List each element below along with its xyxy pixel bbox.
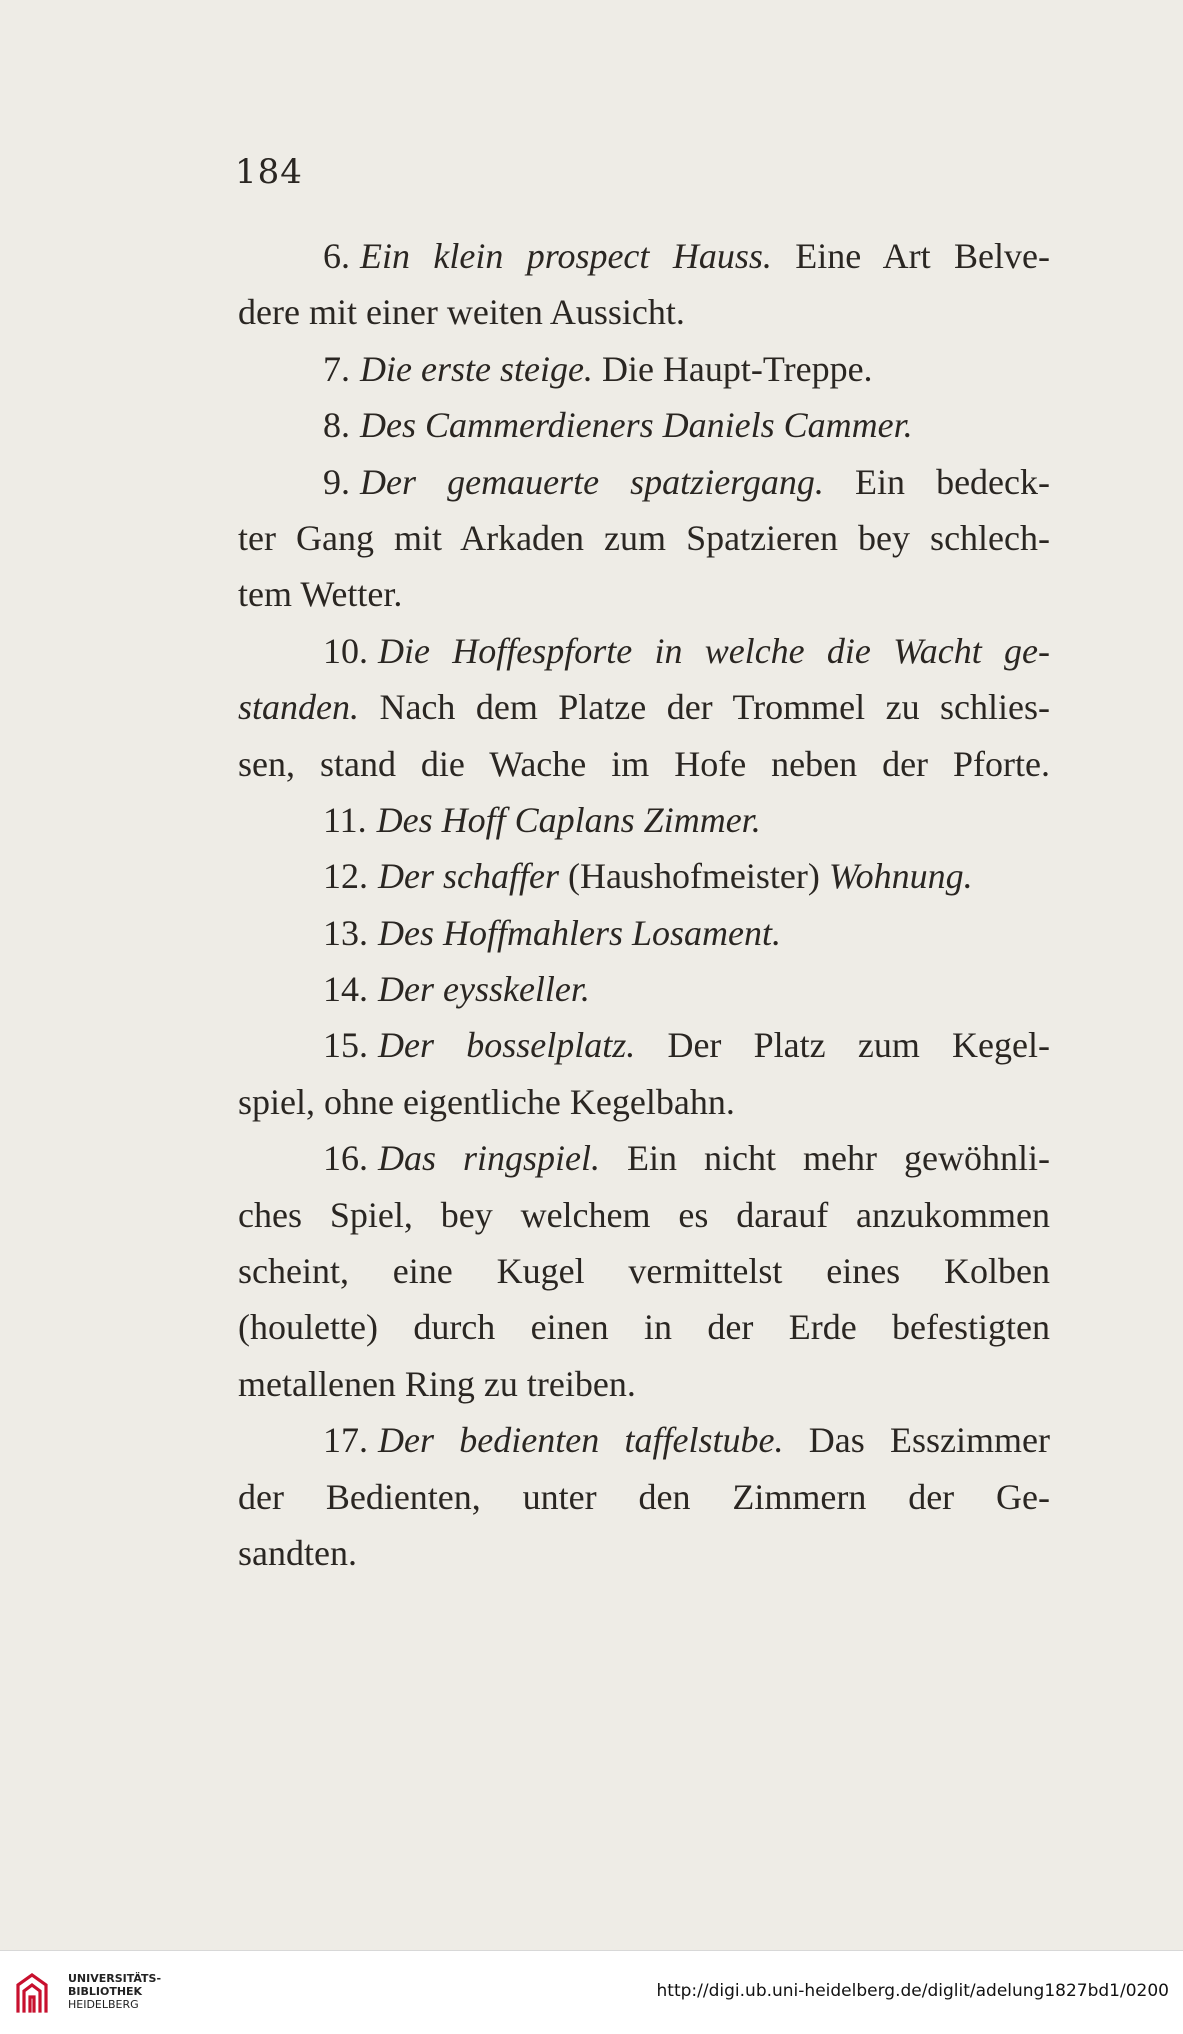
italic-term: standen.	[238, 687, 359, 728]
text-line	[238, 284, 1050, 340]
text-line	[238, 1412, 1050, 1468]
italic-term: Der bosselplatz.	[378, 1025, 636, 1066]
text-line	[238, 1243, 1050, 1299]
library-line: HEIDELBERG	[68, 1998, 139, 2011]
text-line	[238, 623, 1050, 679]
italic-term: Des Hoff Caplans Zimmer.	[376, 799, 761, 840]
text-line	[238, 1299, 1050, 1355]
text-line	[238, 1187, 1050, 1243]
source-url[interactable]: http://digi.ub.uni-heidelberg.de/diglit/adelung1827bd1/0200	[656, 1981, 1169, 2001]
italic-term: Das ringspiel.	[378, 1138, 601, 1179]
viewer-footer	[0, 1950, 1183, 2034]
text-line	[238, 510, 1050, 566]
text-line	[238, 566, 1050, 622]
text-run: Ein bedeck-	[823, 461, 1050, 502]
entry-number: 6.	[323, 236, 350, 276]
entry-number: 15.	[323, 1025, 368, 1066]
italic-term: Die Hoffespforte in welche die Wacht ge-	[378, 630, 1050, 671]
text-line	[238, 1074, 1050, 1130]
text-run: Die Haupt-Treppe.	[592, 348, 873, 389]
text-run: ter Gang mit Arkaden zum Spatzieren bey schlech-	[238, 517, 1050, 558]
text-run: (Haushofmeister)	[558, 856, 829, 897]
text-run: Der Platz zum Kegel-	[635, 1025, 1051, 1066]
text-line	[238, 1356, 1050, 1412]
text-line	[238, 792, 1050, 848]
italic-term: Des Cammerdieners Daniels Cammer.	[360, 405, 913, 446]
text-run: der Bedienten, unter den Zimmern der Ge-	[238, 1476, 1050, 1517]
text-run: (houlette) durch einen in der Erde befestigten	[238, 1307, 1050, 1348]
entry-number: 10.	[323, 630, 368, 671]
text-line	[238, 905, 1050, 961]
text-line	[238, 848, 1050, 904]
text-run: metallenen Ring zu treiben.	[238, 1363, 636, 1404]
entry-number: 9.	[323, 461, 350, 502]
italic-term: Ein klein prospect Hauss.	[360, 236, 772, 276]
italic-term: Der eysskeller.	[378, 969, 590, 1010]
entry-number: 16.	[323, 1138, 368, 1179]
text-run: Eine Art Belve-	[771, 236, 1050, 276]
italic-term: Der bedienten taffelstube.	[378, 1420, 784, 1461]
text-run: spiel, ohne eigentliche Kegelbahn.	[238, 1081, 735, 1122]
text-run: Ein nicht mehr gewöhnli-	[600, 1138, 1050, 1179]
text-run: ches Spiel, bey welchem es darauf anzukommen	[238, 1194, 1050, 1235]
text-run: sandten.	[238, 1532, 357, 1573]
text-run: Nach dem Platze der Trommel zu schlies-	[359, 687, 1050, 728]
text-line	[238, 1525, 1050, 1581]
italic-term: Der gemauerte spatziergang.	[360, 461, 824, 502]
text-line	[238, 736, 1050, 792]
text-run: dere mit einer weiten Aussicht.	[238, 292, 685, 333]
text-line	[238, 1017, 1050, 1073]
text-line	[238, 397, 1050, 453]
text-line	[238, 228, 1050, 284]
text-line	[238, 454, 1050, 510]
entry-number: 8.	[323, 405, 350, 446]
text-line	[238, 679, 1050, 735]
text-run: Das Esszimmer	[783, 1420, 1051, 1461]
entry-number: 11.	[323, 799, 367, 840]
page-text	[238, 228, 1050, 1581]
library-name	[68, 1972, 161, 2011]
text-run: scheint, eine Kugel vermittelst eines Kolben	[238, 1251, 1050, 1292]
entry-number: 14.	[323, 969, 368, 1010]
text-line	[238, 341, 1050, 397]
text-line	[238, 1130, 1050, 1186]
entry-number: 13.	[323, 912, 368, 953]
entry-number: 17.	[323, 1420, 368, 1461]
text-run: tem Wetter.	[238, 574, 403, 615]
entry-number: 7.	[323, 348, 350, 389]
italic-term: Die erste steige.	[360, 348, 593, 389]
entry-number: 12.	[323, 856, 368, 897]
library-line: BIBLIOTHEK	[68, 1985, 143, 1998]
text-line	[238, 961, 1050, 1017]
italic-term: Wohnung.	[828, 856, 973, 897]
ub-heidelberg-logo-icon	[12, 1971, 52, 2015]
text-run: sen, stand die Wache im Hofe neben der Pforte.	[238, 743, 1050, 784]
italic-term: Des Hoffmahlers Losament.	[378, 912, 781, 953]
text-line	[238, 1469, 1050, 1525]
library-line: UNIVERSITÄTS-	[68, 1972, 162, 1985]
italic-term: Der schaffer	[378, 856, 559, 897]
page-number: 184	[235, 152, 303, 192]
